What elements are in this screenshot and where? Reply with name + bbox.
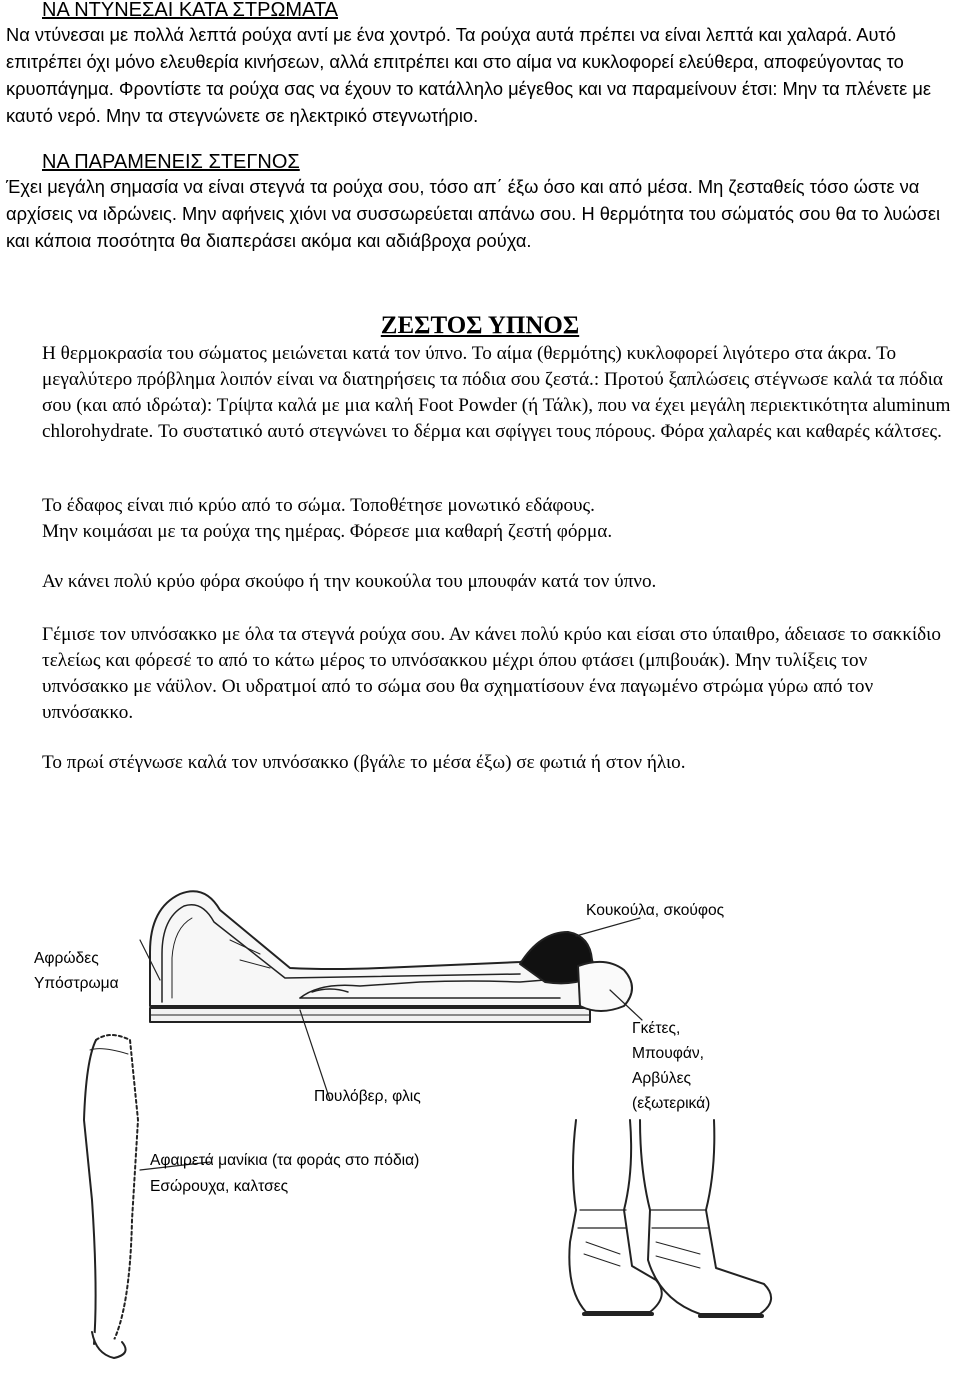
illustration-drawing: [0, 870, 960, 1374]
section-stay-dry: [6, 152, 954, 254]
heading-warm-sleep: ΖΕΣΤΟΣ ΥΠΝΟΣ: [380, 312, 580, 339]
section-title-layers: ΝΑ ΝΤΥΝΕΣΑΙ ΚΑΤΑ ΣΤΡΩΜΑΤΑ: [42, 0, 339, 21]
label-foam-pad: Αφρώδες Υπόστρωμα: [34, 950, 119, 992]
paragraph-sleep-4: Γέμισε τον υπνόσακκο με όλα τα στεγνά ρούχα σου. Αν κάνει πολύ κρύο και είσαι στο ύπαιθρο, άδειασε το σακκίδιο τελείως και φόρεσέ το από το κάτω μέρος το υπνόσακκου μέχρι όπου φτάσει (μπιβουάκ). Μην τυλίξεις τον υπνόσακκο με νάϋλον. Οι υδρατμοί από το σώμα σου θα σχηματίσουν ένα παγωμένο στρώμα γύρω από τον υπνόσακκο.: [42, 624, 941, 723]
label-hood: Κουκούλα, σκούφος: [586, 902, 725, 919]
boots-gaiters-drawing: [569, 1120, 771, 1316]
sleeping-bag-illustration: [0, 870, 960, 1374]
paragraph-sleep-2b: Μην κοιμάσαι με τα ρούχα της ημέρας. Φόρεσε μια καθαρή ζεστή φόρμα.: [42, 521, 613, 542]
paragraph-sleep-1: Η θερμοκρασία του σώματος μειώνεται κατά τον ύπνο. Το αίμα (θερμότης) κυκλοφορεί λιγότερο στα άκρα. Το μεγαλύτερο πρόβλημα λοιπόν είναι να διατηρήσεις τα πόδια σου ζεστά.: Προτού ξαπλώσεις στέγνωσε καλά τα πόδια σου (και από ιδρώτα): Τρίψτα καλά με μια καλή Foot Powder (ή Τάλκ), που να έχει μεγάλη περιεκτικότητα aluminum chlorohydrate. Το συστατικό αυτό στεγνώνει το δέρμα και σφίγγει τους πόρους. Φόρα χαλαρές και καθαρές κάλτσες.: [42, 343, 951, 442]
paragraph-sleep-2a: Το έδαφος είναι πιό κρύο από το σώμα. Τοποθέτησε μονωτικό εδάφους.: [42, 495, 595, 516]
foam-pad-drawing: [150, 1008, 590, 1022]
label-removable-sleeves: Αφαιρετά μανίκια (τα φοράς στο πόδια): [150, 1152, 420, 1169]
label-underwear-socks: Εσώρουχα, καλτσες: [150, 1178, 289, 1195]
paragraph-sleep-5: Το πρωί στέγνωσε καλά τον υπνόσακκο (βγάλε το μέσα έξω) σε φωτιά ή στον ήλιο.: [42, 752, 686, 773]
section-body-dry: Έχει μεγάλη σημασία να είναι στεγνά τα ρούχα σου, τόσο απ΄ έξω όσο και από μέσα. Μη ζεσταθείς τόσο ώστε να αρχίσεις να ιδρώνεις. Μην αφήνεις χιόνι να συσσωρεύεται απάνω σου. Η θερμότητα του σώματός σου θα το λυώσει και κάποια ποσότητα θα διαπεράσει ακόμα και αδιάβροχα ρούχα.: [6, 176, 941, 251]
section-body-layers: Να ντύνεσαι με πολλά λεπτά ρούχα αντί με ένα χοντρό. Τα ρούχα αυτά πρέπει να είναι λεπτά και χαλαρά. Αυτό επιτρέπει όχι μόνο ελευθερία κινήσεων, αλλά επιτρέπει και στο αίμα να κυκλοφορεί ελεύθερα, αποφεύγοντας το κρυοπάγημα. Φροντίστε τα ρούχα σας να έχουν το κατάλληλο μέγεθος και να παραμείνουν έτσι: Μην τα πλένετε με καυτό νερό. Μην τα στεγνώνετε σε ηλεκτρικό στεγνωτήριο.: [6, 24, 932, 126]
label-gaiters-jacket-boots: Γκέτες, Μπουφάν, Αρβύλες (εξωτερικά): [632, 1020, 711, 1112]
label-pullover: Πουλόβερ, φλις: [314, 1088, 421, 1105]
section-dress-in-layers: [6, 0, 954, 129]
paragraph-sleep-3: Αν κάνει πολύ κρύο φόρα σκούφο ή την κουκούλα του μπουφάν κατά τον ύπνο.: [42, 571, 657, 592]
removable-sleeve-drawing: [84, 1035, 138, 1358]
section-title-dry: ΝΑ ΠΑΡΑΜΕΝΕΙΣ ΣΤΕΓΝΟΣ: [42, 151, 300, 173]
